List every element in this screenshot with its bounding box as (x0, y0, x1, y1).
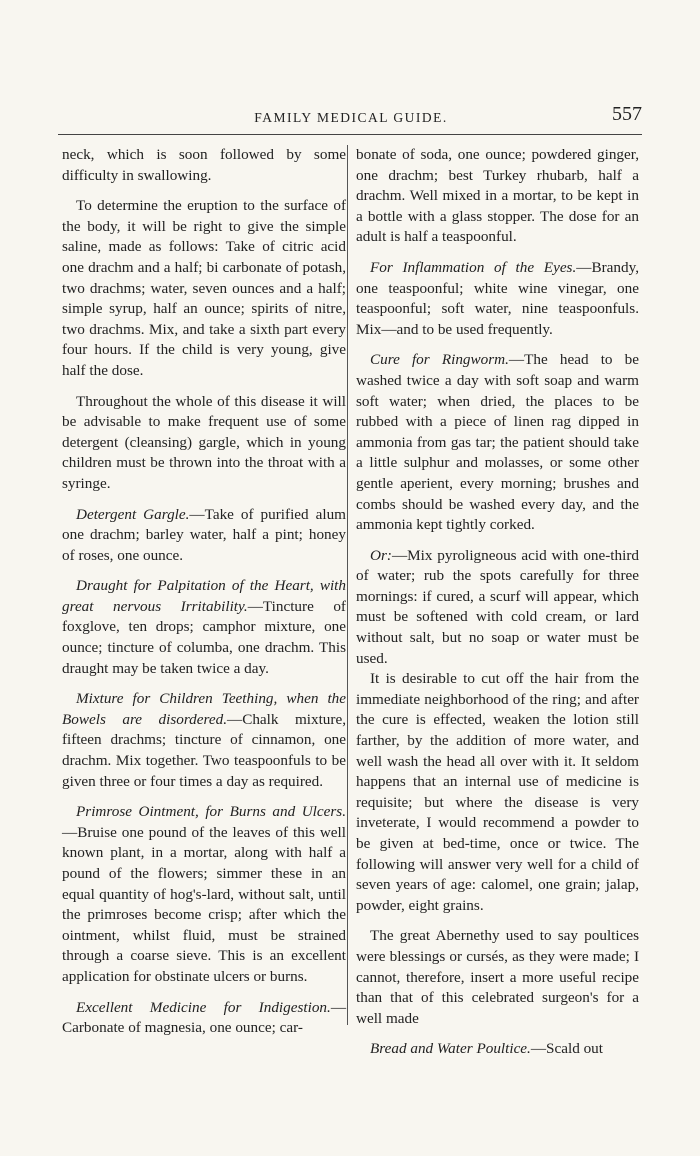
page-header (60, 100, 642, 130)
right-column (356, 145, 639, 1060)
recipe-title: Draught for Palpitation of the Heart, with great nervous Irritability. (62, 577, 346, 615)
recipe-paragraph (356, 546, 639, 670)
recipe-paragraph (62, 689, 346, 792)
recipe-text: —The head to be washed twice a day with soft soap and warm soft water; when dried, the places to be rubbed with a piece of linen rag dipped in ammonia from gas tar; the patient should take a little sulphur and molasses, or some other gentle aperient, every morning; brushes and combs should be washed every day, and the ammonia kept tightly corked. (356, 351, 639, 534)
column-divider (347, 145, 348, 1025)
recipe-title: Excellent Medicine for Indigestion. (76, 998, 331, 1016)
header-rule (58, 134, 642, 135)
paragraph (356, 145, 639, 248)
recipe-text: —Brandy, one teaspoonful; white wine vinegar, one teaspoonful; soft water, nine teaspoonfuls. Mix—and to be used frequently. (356, 258, 639, 338)
recipe-paragraph (356, 1039, 639, 1060)
recipe-title: Detergent Gargle. (76, 505, 190, 523)
paragraph (62, 392, 346, 495)
paragraph (62, 145, 346, 186)
page-number: 557 (612, 103, 642, 125)
recipe-title: Or: (370, 546, 392, 564)
paragraph-text: To determine the eruption to the surface of the body, it will be right to give the simple saline, made as follows: Take of citric acid one drachm and a half; bi carbonate of potash, two drachms; water, seven ounces and a half; simple syrup, half an ounce; spirits of nitre, two drachms. Mix, and take a sixth part every four hours. If the child is very young, give half the dose. (62, 197, 346, 379)
paragraph (62, 196, 346, 381)
paragraph-text: Throughout the whole of this disease it will be advisable to make frequent use of some detergent (cleansing) gargle, which in young children must be thrown into the throat with a syringe. (62, 392, 346, 492)
recipe-paragraph (62, 802, 346, 987)
paragraph (356, 926, 639, 1029)
paragraph-text: The great Abernethy used to say poultices were blessings or cursés, as they were made; I cannot, therefore, insert a more useful recipe than that of this celebrated surgeon's for a well made (356, 927, 639, 1027)
recipe-title: Mixture for Children Teething, when the Bowels are disordered. (62, 690, 346, 728)
recipe-title: Cure for Ringworm. (370, 351, 509, 369)
recipe-text: —Chalk mixture, fifteen drachms; tincture of cinnamon, one drachm. Mix together. Two teaspoonfuls to be given three or four times a day as required. (62, 710, 346, 790)
paragraph (356, 669, 639, 916)
recipe-title: For Inflammation of the Eyes. (370, 258, 577, 276)
recipe-text: —Mix pyroligneous acid with one-third of water; rub the spots carefully for three mornings: if cured, a scurf will appear, which must be softened with cold cream, or lard without salt, but no soap or water must be used. (356, 546, 639, 667)
recipe-title: Bread and Water Poultice. (370, 1040, 531, 1058)
recipe-paragraph (62, 505, 346, 567)
paragraph-text: It is desirable to cut off the hair from the immediate neighborhood of the ring; and after the cure is effected, weaken the lotion still farther, by the addition of more water, and well wash the head all over with it. It seldom happens that an internal use of medicine is requisite; but where the disease is very inveterate, I would recommend a powder to be given at bed-time, once or twice. The following will answer very well for a child of seven years of age: calomel, one grain; jalap, powder, eight grains. (356, 670, 639, 914)
recipe-text: —Take of purified alum one drachm; barley water, half a pint; honey of roses, one ounce. (62, 505, 346, 564)
running-title: FAMILY MEDICAL GUIDE. (254, 110, 448, 125)
recipe-text: —Scald out (530, 1040, 603, 1058)
left-column (62, 145, 346, 1039)
recipe-title: Primrose Ointment, for Burns and Ulcers. (76, 803, 346, 821)
paragraph-text: bonate of soda, one ounce; powdered ginger, one drachm; best Turkey rhubarb, half a drachm. Well mixed in a mortar, to be kept in a bottle with a glass stopper. The dose for an adult is half a teaspoonful. (356, 146, 639, 246)
recipe-paragraph (356, 350, 639, 535)
recipe-paragraph (356, 258, 639, 340)
recipe-paragraph (62, 576, 346, 679)
recipe-paragraph (62, 998, 346, 1039)
recipe-text: —Tincture of foxglove, ten drops; camphor mixture, one ounce; tincture of columba, one drachm. This draught may be taken twice a day. (62, 597, 346, 677)
recipe-text: —Bruise one pound of the leaves of this well known plant, in a mortar, along with half a pound of the flowers; simmer these in an equal quantity of hog's-lard, without salt, until the primroses become crisp; after which the ointment, whilst fluid, must be strained through a coarse sieve. This is an excellent application for obstinate ulcers or burns. (62, 823, 346, 985)
recipe-text: —Carbonate of magnesia, one ounce; car- (62, 998, 346, 1037)
paragraph-text: neck, which is soon followed by some difficulty in swallowing. (62, 146, 346, 184)
